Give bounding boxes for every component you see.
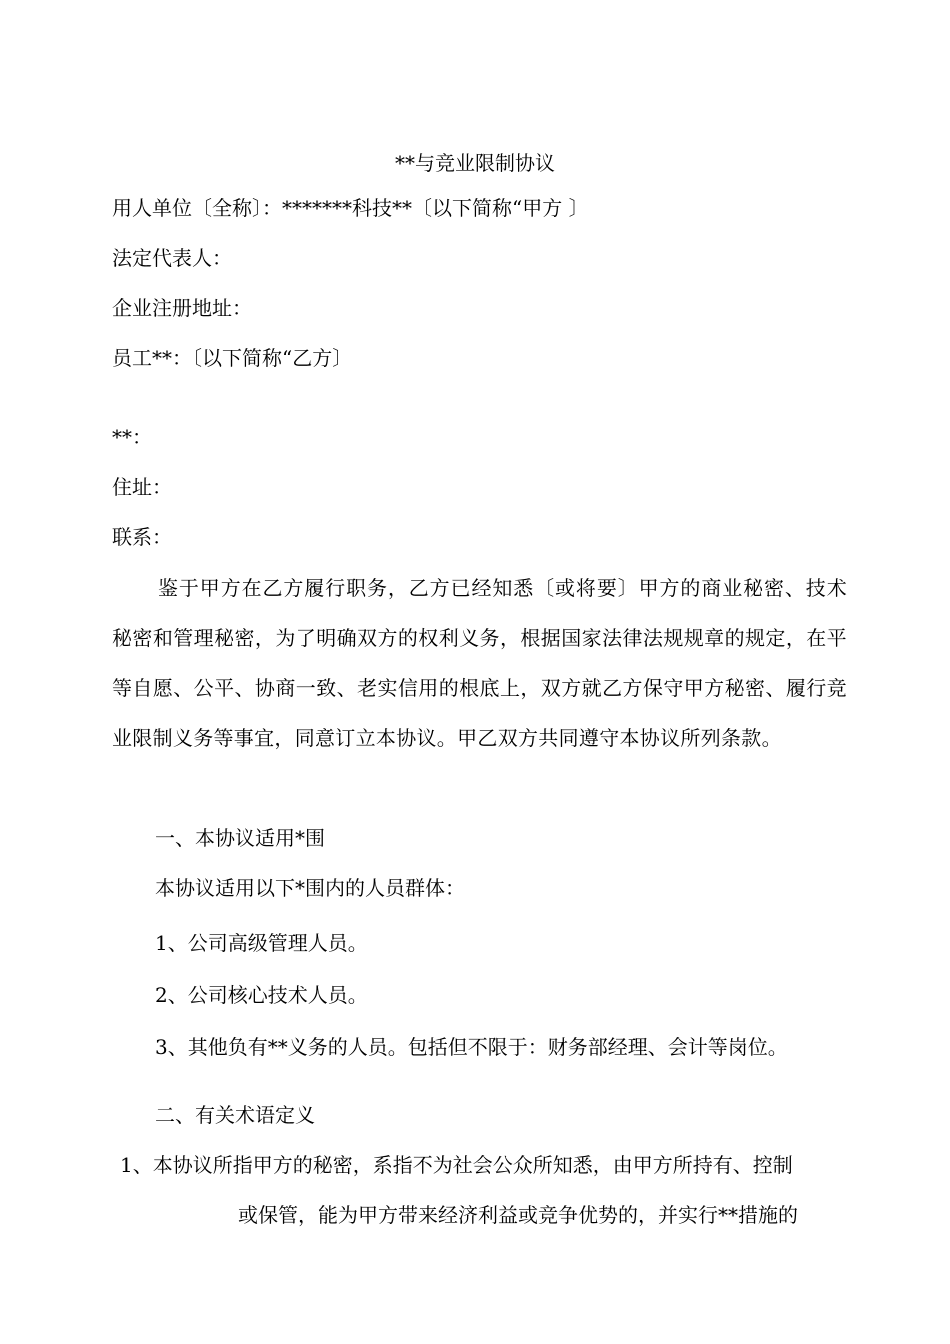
- contact-line: 联系：: [112, 525, 172, 549]
- employee-line: 员工**：〔以下简称“乙方〕: [112, 346, 353, 370]
- preamble-paragraph: 鉴于甲方在乙方履行职务，乙方已经知悉〔或将要〕甲方的商业秘密、技术秘密和管理秘密，为了明确双方的权利义务，根据国家法律法规规章的规定，在平等自愿、公平、协商一致、老实信用的根底上，双方就乙方保守甲方秘密、履行竞业限制义务等事宜，同意订立本协议。甲乙双方共同遵守本协议所列条款。: [112, 576, 847, 750]
- section1-item-2: 2、公司核心技术人员。: [155, 983, 368, 1007]
- legal-representative-line: 法定代表人：: [112, 246, 232, 270]
- section1-item-1: 1、公司高级管理人员。: [155, 931, 368, 955]
- residence-line: 住址：: [112, 475, 172, 499]
- section2-heading: 二、有关术语定义: [155, 1103, 315, 1127]
- definition-1-continuation: 或保管，能为甲方带来经济利益或竞争优势的，并实行**措施的: [238, 1203, 798, 1227]
- section1-heading: 一、本协议适用*围: [155, 826, 325, 850]
- section1-intro: 本协议适用以下*围内的人员群体：: [155, 876, 465, 900]
- id-line: **：: [112, 425, 152, 449]
- definition-1-first-line: 1、本协议所指甲方的秘密，系指不为社会公众所知悉，由甲方所持有、控制: [120, 1153, 793, 1177]
- registered-address-line: 企业注册地址：: [112, 296, 252, 320]
- section1-item-3: 3、其他负有**义务的人员。包括但不限于：财务部经理、会计等岗位。: [155, 1035, 788, 1059]
- employer-line: 用人单位〔全称〕：*******科技**〔以下简称“甲方 〕: [112, 196, 589, 220]
- document-title: **与竞业限制协议: [395, 151, 555, 175]
